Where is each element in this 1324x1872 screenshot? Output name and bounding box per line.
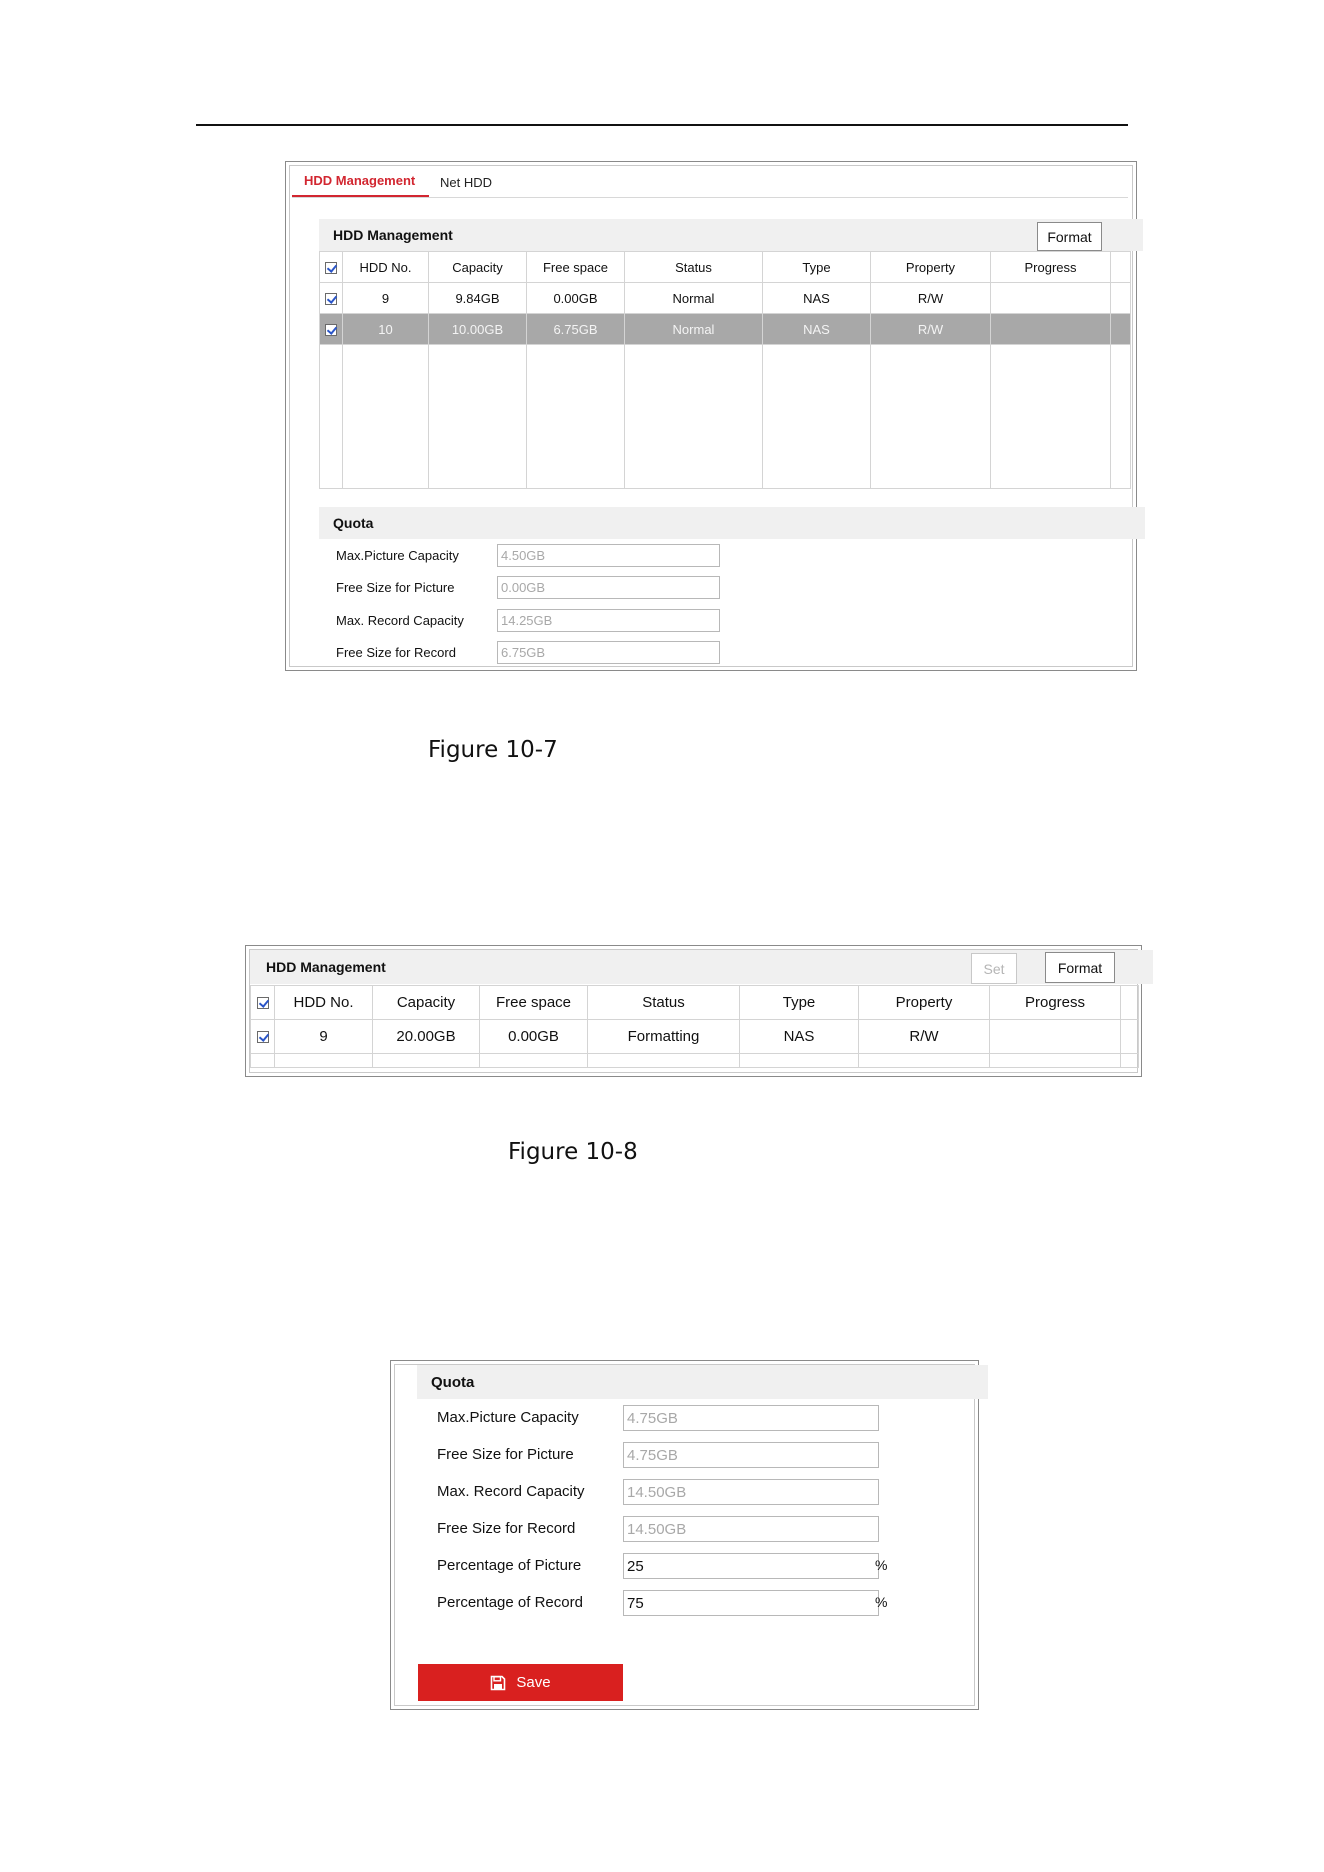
- quota-label: Free Size for Picture: [437, 1446, 574, 1463]
- table-row[interactable]: [320, 283, 1131, 314]
- hdd-table: [319, 251, 1131, 489]
- cell-property: R/W: [871, 283, 991, 314]
- max-picture-capacity-field: 4.75GB: [623, 1405, 879, 1431]
- tab-hdd-management[interactable]: HDD Management: [304, 173, 416, 188]
- cell-status: Normal: [625, 283, 763, 314]
- cell-property: R/W: [859, 1020, 990, 1054]
- col-filler: [1111, 252, 1131, 283]
- table-header-row: [251, 986, 1139, 1020]
- figure-caption: Figure 10-7: [428, 737, 558, 763]
- cell-filler: [1111, 314, 1131, 345]
- cell-progress: [991, 314, 1111, 345]
- cell-property: R/W: [871, 314, 991, 345]
- col-capacity: Capacity: [429, 252, 527, 283]
- quota-label: Free Size for Record: [336, 645, 456, 660]
- col-filler: [1121, 986, 1139, 1020]
- hdd-table: [250, 985, 1139, 1068]
- hdd-formatting-panel: [245, 945, 1142, 1077]
- free-size-picture-field: 0.00GB: [497, 576, 720, 599]
- checkbox-icon: [325, 293, 337, 305]
- col-status: Status: [625, 252, 763, 283]
- row-checkbox[interactable]: [320, 283, 343, 314]
- col-type: Type: [763, 252, 871, 283]
- table-empty-row: [251, 1054, 1139, 1068]
- quota-label: Max. Record Capacity: [437, 1483, 585, 1500]
- select-all-checkbox[interactable]: [251, 986, 275, 1020]
- table-row-selected[interactable]: [320, 314, 1131, 345]
- row-checkbox[interactable]: [251, 1020, 275, 1054]
- percentage-record-input[interactable]: 75: [623, 1590, 879, 1616]
- cell-type: NAS: [763, 283, 871, 314]
- col-free-space: Free space: [480, 986, 588, 1020]
- figure-caption: Figure 10-8: [508, 1139, 638, 1165]
- col-property: Property: [871, 252, 991, 283]
- cell-capacity: 10.00GB: [429, 314, 527, 345]
- tab-bar-divider: [292, 197, 1128, 198]
- percent-unit: %: [875, 1557, 888, 1573]
- checkbox-icon: [257, 1031, 269, 1043]
- quota-label: Max.Picture Capacity: [336, 548, 459, 563]
- cell-free-space: 6.75GB: [527, 314, 625, 345]
- quota-section-title: Quota: [431, 1373, 475, 1391]
- floppy-disk-icon: [490, 1675, 506, 1691]
- percent-unit: %: [875, 1594, 888, 1610]
- free-size-picture-field: 4.75GB: [623, 1442, 879, 1468]
- free-size-record-field: 14.50GB: [623, 1516, 879, 1542]
- quota-section-header: [417, 1365, 988, 1399]
- col-status: Status: [588, 986, 740, 1020]
- cell-type: NAS: [763, 314, 871, 345]
- cell-capacity: 9.84GB: [429, 283, 527, 314]
- cell-progress: [990, 1020, 1121, 1054]
- col-capacity: Capacity: [373, 986, 480, 1020]
- col-property: Property: [859, 986, 990, 1020]
- col-progress: Progress: [990, 986, 1121, 1020]
- page-header-rule: [196, 124, 1128, 126]
- checkbox-icon: [325, 324, 337, 336]
- max-record-capacity-field: 14.25GB: [497, 609, 720, 632]
- col-progress: Progress: [991, 252, 1111, 283]
- col-free-space: Free space: [527, 252, 625, 283]
- cell-progress: [991, 283, 1111, 314]
- quota-label: Percentage of Record: [437, 1594, 583, 1611]
- checkbox-icon: [257, 997, 269, 1009]
- set-button[interactable]: Set: [971, 953, 1017, 984]
- cell-status: Formatting: [588, 1020, 740, 1054]
- max-record-capacity-field: 14.50GB: [623, 1479, 879, 1505]
- cell-type: NAS: [740, 1020, 859, 1054]
- hdd-management-panel: [285, 161, 1137, 671]
- select-all-checkbox[interactable]: [320, 252, 343, 283]
- cell-capacity: 20.00GB: [373, 1020, 480, 1054]
- percentage-picture-input[interactable]: 25: [623, 1553, 879, 1579]
- quota-section-title: Quota: [333, 515, 374, 531]
- checkbox-icon: [325, 262, 337, 274]
- max-picture-capacity-field: 4.50GB: [497, 544, 720, 567]
- quota-label: Max. Record Capacity: [336, 613, 464, 628]
- quota-label: Max.Picture Capacity: [437, 1409, 579, 1426]
- table-row[interactable]: [251, 1020, 1139, 1054]
- tab-net-hdd[interactable]: Net HDD: [440, 175, 493, 190]
- hdd-section-header: [319, 219, 1143, 251]
- format-button[interactable]: Format: [1045, 952, 1115, 983]
- cell-filler: [1111, 283, 1131, 314]
- quota-panel: [390, 1360, 979, 1710]
- save-label: Save: [516, 1674, 551, 1691]
- col-hdd-no: HDD No.: [343, 252, 429, 283]
- cell-hdd-no: 9: [343, 283, 429, 314]
- save-button[interactable]: [418, 1664, 623, 1701]
- col-hdd-no: HDD No.: [275, 986, 373, 1020]
- cell-free-space: 0.00GB: [480, 1020, 588, 1054]
- hdd-section-title: HDD Management: [266, 959, 386, 975]
- cell-free-space: 0.00GB: [527, 283, 625, 314]
- cell-hdd-no: 10: [343, 314, 429, 345]
- row-checkbox[interactable]: [320, 314, 343, 345]
- cell-hdd-no: 9: [275, 1020, 373, 1054]
- hdd-section-header: [250, 950, 1153, 984]
- hdd-section-title: HDD Management: [333, 227, 453, 243]
- col-type: Type: [740, 986, 859, 1020]
- quota-label: Free Size for Picture: [336, 580, 455, 595]
- quota-label: Percentage of Picture: [437, 1557, 582, 1574]
- table-empty-row: [320, 345, 1131, 489]
- format-button[interactable]: Format: [1037, 222, 1102, 251]
- cell-status: Normal: [625, 314, 763, 345]
- quota-section-header: [319, 507, 1145, 539]
- table-header-row: [320, 252, 1131, 283]
- free-size-record-field: 6.75GB: [497, 641, 720, 664]
- cell-filler: [1121, 1020, 1139, 1054]
- quota-label: Free Size for Record: [437, 1520, 576, 1537]
